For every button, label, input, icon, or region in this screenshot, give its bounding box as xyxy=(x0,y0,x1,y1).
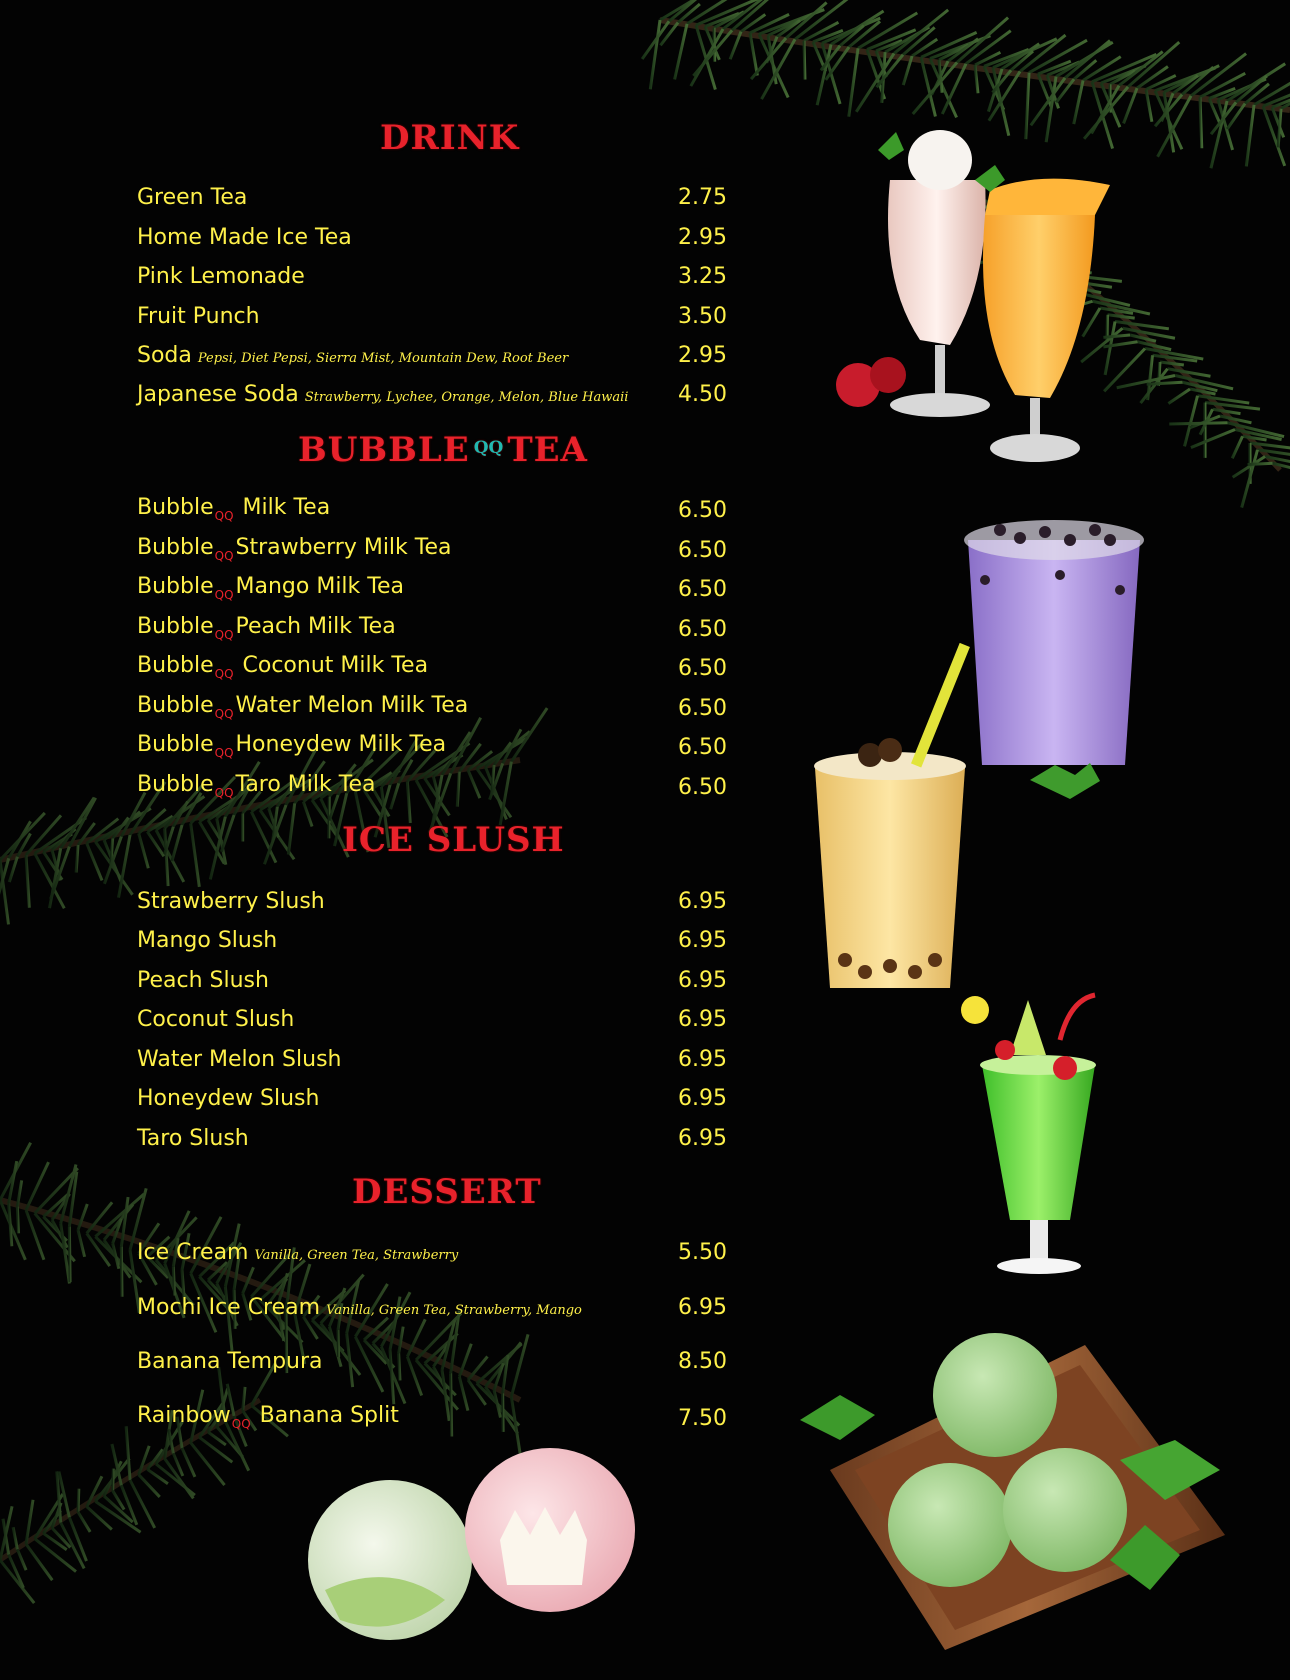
menu-item xyxy=(137,961,727,997)
item-name: Bubble$_{QQ}$ Milk Tea xyxy=(137,495,331,523)
menu-item xyxy=(137,375,727,411)
item-price: 5.50 xyxy=(678,1240,727,1265)
item-price: 6.50 xyxy=(678,735,727,760)
section-title-dessert: DESSERT xyxy=(352,1172,542,1212)
qq-mark: QQ xyxy=(214,509,234,523)
menu-item xyxy=(137,728,727,764)
item-description: Vanilla, Green Tea, Strawberry xyxy=(254,1248,459,1263)
item-price: 6.50 xyxy=(678,775,727,800)
section-title-ice-slush: ICE SLUSH xyxy=(342,820,565,860)
menu-item xyxy=(137,257,727,293)
item-price: 8.50 xyxy=(678,1349,727,1374)
menu-item xyxy=(137,649,727,685)
qq-mark: QQ xyxy=(214,667,234,681)
qq-mark: QQ xyxy=(214,549,234,563)
menu-item xyxy=(137,570,727,606)
qq-mark: QQ xyxy=(214,786,234,800)
item-name: Strawberry Slush xyxy=(137,889,325,914)
qq-mark: QQ xyxy=(231,1417,251,1431)
item-name: Bubble$_{QQ}$Honeydew Milk Tea xyxy=(137,732,447,760)
item-name: Rainbow$_{QQ}$ Banana Split xyxy=(137,1403,399,1431)
item-name: Bubble$_{QQ}$Strawberry Milk Tea xyxy=(137,535,452,563)
section-title-drink: DRINK xyxy=(380,118,520,158)
menu-item xyxy=(137,297,727,333)
menu-item xyxy=(137,1000,727,1036)
item-name: Bubble$_{QQ}$Peach Milk Tea xyxy=(137,614,396,642)
item-price: 6.50 xyxy=(678,656,727,681)
item-price: 6.95 xyxy=(678,1047,727,1072)
green-slush-image xyxy=(961,995,1096,1274)
item-price: 6.95 xyxy=(678,1086,727,1111)
item-price: 6.50 xyxy=(678,617,727,642)
item-price: 2.95 xyxy=(678,343,727,368)
item-price: 6.50 xyxy=(678,696,727,721)
item-price: 6.95 xyxy=(678,1007,727,1032)
item-name: Honeydew Slush xyxy=(137,1086,320,1111)
item-name: Banana Tempura xyxy=(137,1349,323,1374)
menu-item xyxy=(137,610,727,646)
menu-item xyxy=(137,178,727,214)
item-description: Vanilla, Green Tea, Strawberry, Mango xyxy=(326,1303,582,1318)
menu-item xyxy=(137,491,727,527)
item-name: Water Melon Slush xyxy=(137,1047,342,1072)
menu-item xyxy=(137,1079,727,1115)
item-price: 3.50 xyxy=(678,304,727,329)
item-price: 6.95 xyxy=(678,889,727,914)
item-name: Bubble$_{QQ}$ Coconut Milk Tea xyxy=(137,653,429,681)
qq-mark: QQ xyxy=(214,707,234,721)
item-name: Taro Slush xyxy=(137,1126,249,1151)
item-description: Strawberry, Lychee, Orange, Melon, Blue Hawaii xyxy=(304,390,629,405)
section-title-bubble-tea: BUBBLE $^{QQ}$ TEA xyxy=(298,430,588,470)
milk-tea-image xyxy=(814,643,970,988)
item-name: Bubble$_{QQ}$Mango Milk Tea xyxy=(137,574,404,602)
item-name: Soda Pepsi, Diet Pepsi, Sierra Mist, Mountain Dew, Root Beer xyxy=(137,343,569,368)
item-name: Coconut Slush xyxy=(137,1007,295,1032)
qq-mark: QQ xyxy=(214,628,234,642)
item-price: 6.95 xyxy=(678,928,727,953)
menu-item xyxy=(137,689,727,725)
item-price: 2.95 xyxy=(678,225,727,250)
item-name: Japanese Soda Strawberry, Lychee, Orange, Melon, Blue Hawaii xyxy=(137,382,629,407)
item-price: 6.95 xyxy=(678,1295,727,1320)
item-name: Bubble$_{QQ}$Taro Milk Tea xyxy=(137,772,376,800)
mochi-ice-cream-image xyxy=(308,1448,635,1640)
item-price: 6.95 xyxy=(678,968,727,993)
taro-bubble-tea-image xyxy=(964,520,1144,799)
menu-item xyxy=(137,531,727,567)
item-price: 4.50 xyxy=(678,382,727,407)
menu-item xyxy=(137,768,727,804)
menu-item xyxy=(137,1040,727,1076)
item-price: 2.75 xyxy=(678,185,727,210)
menu-item xyxy=(137,921,727,957)
item-name: Ice Cream Vanilla, Green Tea, Strawberry xyxy=(137,1240,459,1265)
item-price: 6.50 xyxy=(678,577,727,602)
item-name: Fruit Punch xyxy=(137,304,260,329)
item-price: 3.25 xyxy=(678,264,727,289)
menu-item xyxy=(137,1342,727,1378)
item-name: Home Made Ice Tea xyxy=(137,225,352,250)
item-name: Peach Slush xyxy=(137,968,269,993)
item-name: Bubble$_{QQ}$Water Melon Milk Tea xyxy=(137,693,469,721)
item-name: Green Tea xyxy=(137,185,248,210)
item-price: 6.50 xyxy=(678,498,727,523)
qq-mark: QQ xyxy=(473,438,504,458)
qq-mark: QQ xyxy=(214,746,234,760)
menu-item xyxy=(137,1119,727,1155)
item-price: 7.50 xyxy=(678,1406,727,1431)
qq-mark: QQ xyxy=(214,588,234,602)
menu-item xyxy=(137,882,727,918)
item-price: 6.95 xyxy=(678,1126,727,1151)
menu-item xyxy=(137,1233,727,1269)
menu-item xyxy=(137,1288,727,1324)
menu-item xyxy=(137,336,727,372)
item-price: 6.50 xyxy=(678,538,727,563)
item-description: Pepsi, Diet Pepsi, Sierra Mist, Mountain Dew, Root Beer xyxy=(197,351,569,366)
menu-item xyxy=(137,218,727,254)
green-tea-ice-cream-bowl-image xyxy=(800,1333,1225,1650)
item-name: Mango Slush xyxy=(137,928,278,953)
smoothie-glasses-image xyxy=(836,130,1110,462)
item-name: Pink Lemonade xyxy=(137,264,305,289)
item-name: Mochi Ice Cream Vanilla, Green Tea, Strawberry, Mango xyxy=(137,1295,582,1320)
menu-item xyxy=(137,1399,727,1435)
